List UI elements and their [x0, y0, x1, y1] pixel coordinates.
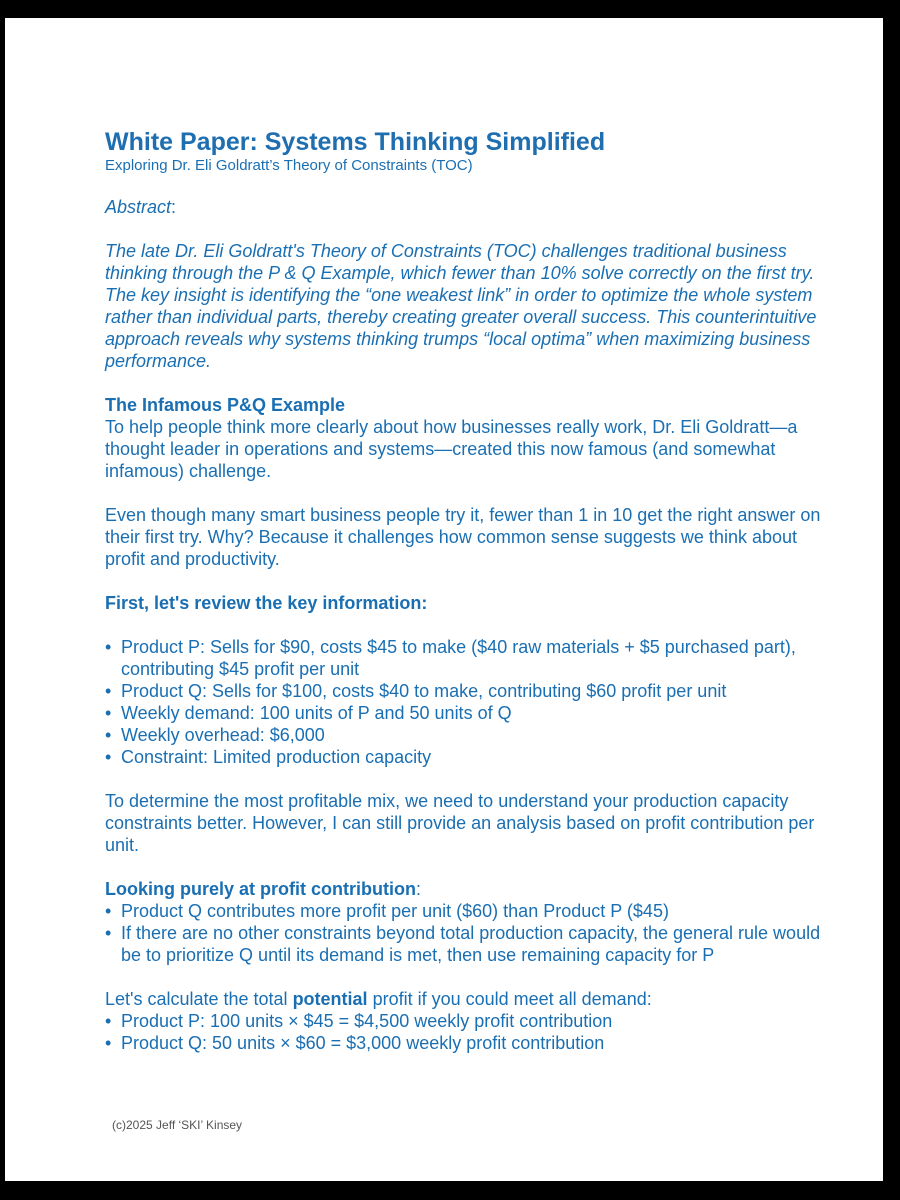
calc-list [105, 1010, 825, 1054]
section-heading-profit [105, 878, 825, 900]
list-item: • Product P: Sells for $90, costs $45 to make ($40 raw materials + $5 purchased part), contributing $45 profit per unit [105, 636, 825, 680]
list-item: • Product Q: Sells for $100, costs $40 to make, contributing $60 profit per unit [105, 680, 825, 702]
why-paragraph: Even though many smart business people try it, fewer than 1 in 10 get the right answer on their first try. Why? Because it challenges how common sense suggests we think about profit and productivity. [105, 505, 821, 569]
profit-list [105, 900, 825, 966]
section-heading-key-info: First, let's review the key information: [105, 593, 428, 613]
list-item: • If there are no other constraints beyond total production capacity, the general rule would be to prioritize Q until its demand is met, then use remaining capacity for P [105, 922, 825, 966]
page-title: White Paper: Systems Thinking Simplified [105, 128, 606, 156]
list-item: • Weekly demand: 100 units of P and 50 units of Q [105, 702, 825, 724]
list-item: • Weekly overhead: $6,000 [105, 724, 825, 746]
abstract-label-colon: : [171, 197, 177, 217]
profit-heading-text: Looking purely at profit contribution [105, 879, 416, 899]
profit-heading-colon: : [415, 879, 421, 899]
page-subtitle: Exploring Dr. Eli Goldratt’s Theory of Constraints (TOC) [105, 157, 473, 174]
document-content [105, 128, 825, 1076]
list-item: • Constraint: Limited production capacity [105, 746, 825, 768]
list-item: • Product Q: 50 units × $60 = $3,000 weekly profit contribution [105, 1032, 825, 1054]
copyright-notice: (c)2025 Jeff ‘SKI’ Kinsey [112, 1118, 243, 1132]
list-item: • Product P: 100 units × $45 = $4,500 weekly profit contribution [105, 1010, 825, 1032]
calc-intro [105, 988, 825, 1010]
intro-paragraph: To help people think more clearly about how businesses really work, Dr. Eli Goldratt—a thought leader in operations and systems—created this now famous (and somewhat infamous) challenge. [105, 417, 798, 481]
section-heading-pq-example: The Infamous P&Q Example [105, 395, 346, 415]
document-page [5, 18, 883, 1181]
abstract-label-text: Abstract [105, 197, 172, 217]
list-item: • Product Q contributes more profit per unit ($60) than Product P ($45) [105, 900, 825, 922]
key-info-list [105, 636, 825, 768]
calc-intro-after: profit if you could meet all demand: [367, 989, 652, 1009]
abstract-label [105, 196, 825, 218]
calc-intro-before: Let's calculate the total [105, 989, 293, 1009]
calc-intro-bold: potential [292, 989, 368, 1009]
capacity-paragraph: To determine the most profitable mix, we need to understand your production capacity constraints better. However, I can still provide an analysis based on profit contribution per unit. [105, 791, 815, 855]
abstract-text: The late Dr. Eli Goldratt's Theory of Constraints (TOC) challenges traditional business thinking through the P & Q Example, which fewer than 10% solve correctly on the first try. The key insight is identifying the “one weakest link” in order to optimize the whole system rather than individual parts, thereby creating greater overall success. This counterintuitive approach reveals why systems thinking trumps “local optima” when maximizing business performance. [105, 241, 817, 371]
